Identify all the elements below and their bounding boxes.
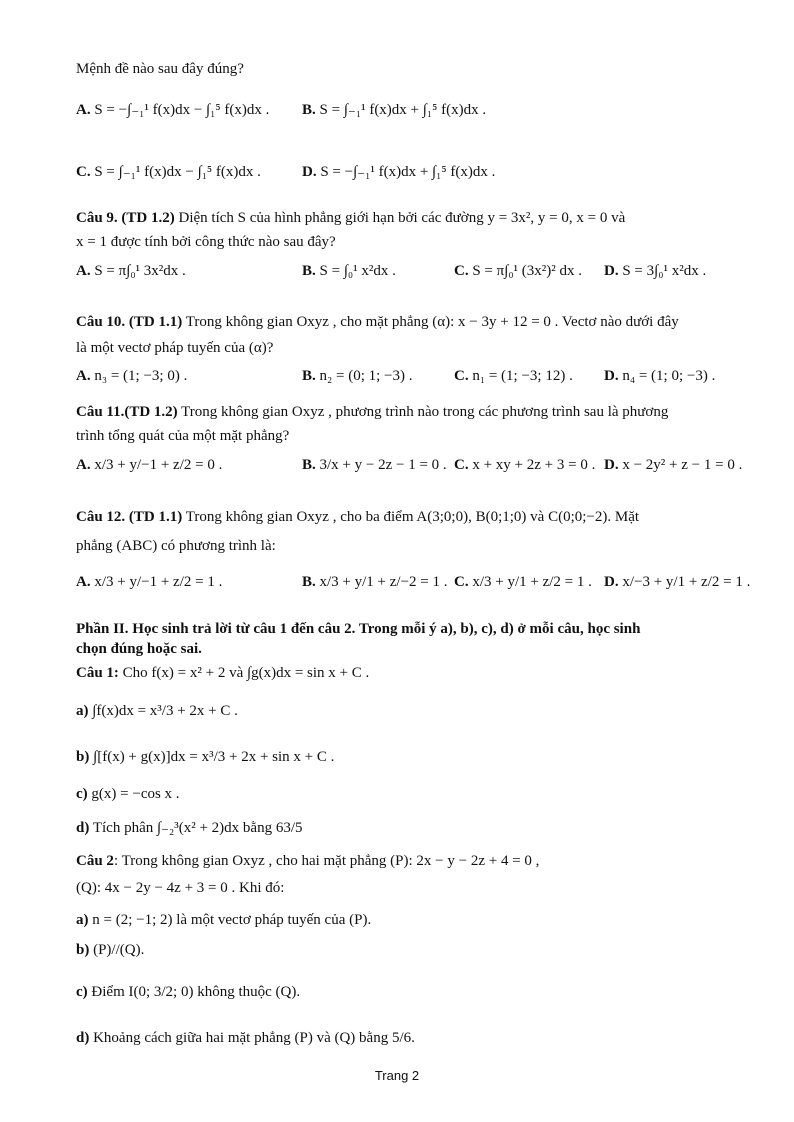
- s2-item-b: b) (P)//(Q).: [76, 942, 145, 958]
- q10-text-line2: là một vectơ pháp tuyến của (α)?: [76, 340, 274, 356]
- s1-item-a: a) ∫f(x)dx = x³/3 + 2x + C .: [76, 703, 238, 719]
- q11-option-d: D. x − 2y² + z − 1 = 0 .: [604, 457, 743, 473]
- q12-option-a: A. x/3 + y/−1 + z/2 = 1 .: [76, 574, 223, 590]
- q10-option-a: A. n₃ = (1; −3; 0) .: [76, 368, 188, 384]
- q12-option-d: D. x/−3 + y/1 + z/2 = 1 .: [604, 574, 751, 590]
- q10-option-d: D. n₄ = (1; 0; −3) .: [604, 368, 716, 384]
- q11-text-line2: trình tổng quát của một mặt phẳng?: [76, 428, 290, 444]
- q9-option-a: A. S = π∫₀¹ 3x²dx .: [76, 263, 186, 279]
- q8-option-b: B. S = ∫₋₁¹ f(x)dx + ∫₁⁵ f(x)dx .: [302, 102, 487, 118]
- q10-option-c: C. n₁ = (1; −3; 12) .: [454, 368, 573, 384]
- s1-intro: Câu 1: Cho f(x) = x² + 2 và ∫g(x)dx = sin x + C .: [76, 665, 370, 681]
- s2-item-d: d) Khoảng cách giữa hai mặt phẳng (P) và (Q) bằng 5/6.: [76, 1030, 415, 1046]
- q11-option-a: A. x/3 + y/−1 + z/2 = 0 .: [76, 457, 223, 473]
- q8-option-c: C. S = ∫₋₁¹ f(x)dx − ∫₁⁵ f(x)dx .: [76, 164, 261, 180]
- q8-option-a: A. S = −∫₋₁¹ f(x)dx − ∫₁⁵ f(x)dx .: [76, 102, 270, 118]
- q12-text-line2: phẳng (ABC) có phương trình là:: [76, 538, 276, 554]
- q9-option-c: C. S = π∫₀¹ (3x²)² dx .: [454, 263, 583, 279]
- q12-option-c: C. x/3 + y/1 + z/2 = 1 .: [454, 574, 592, 590]
- q8-prompt: Mệnh đề nào sau đây đúng?: [76, 61, 244, 77]
- s2-intro-line1: Câu 2: Trong không gian Oxyz , cho hai mặt phẳng (P): 2x − y − 2z + 4 = 0 ,: [76, 853, 540, 869]
- part2-title-line1: Phần II. Học sinh trả lời từ câu 1 đến câu 2. Trong mỗi ý a), b), c), d) ở mỗi câu, học sinh: [76, 621, 641, 637]
- q9-text-line2: x = 1 được tính bởi công thức nào sau đây?: [76, 234, 336, 250]
- s2-intro-line2: (Q): 4x − 2y − 4z + 3 = 0 . Khi đó:: [76, 880, 285, 896]
- q9-option-b: B. S = ∫₀¹ x²dx .: [302, 263, 396, 279]
- s1-item-b: b) ∫[f(x) + g(x)]dx = x³/3 + 2x + sin x + C .: [76, 749, 335, 765]
- q8-option-d: D. S = −∫₋₁¹ f(x)dx + ∫₁⁵ f(x)dx .: [302, 164, 496, 180]
- s2-item-a: a) n = (2; −1; 2) là một vectơ pháp tuyến của (P).: [76, 912, 372, 928]
- s2-item-c: c) Điểm I(0; 3/2; 0) không thuộc (Q).: [76, 984, 301, 1000]
- q10-text-line1: Câu 10. (TD 1.1) Trong không gian Oxyz , cho mặt phẳng (α): x − 3y + 12 = 0 . Vectơ nào dưới đây: [76, 314, 679, 330]
- q11-option-c: C. x + xy + 2z + 3 = 0 .: [454, 457, 596, 473]
- q11-text-line1: Câu 11.(TD 1.2) Trong không gian Oxyz , phương trình nào trong các phương trình sau là phương: [76, 404, 669, 420]
- q9-text-line1: Câu 9. (TD 1.2) Diện tích S của hình phẳng giới hạn bởi các đường y = 3x², y = 0, x = 0 và: [76, 210, 626, 226]
- s1-item-d: d) Tích phân ∫₋₂³(x² + 2)dx bằng 63/5: [76, 820, 303, 836]
- q12-option-b: B. x/3 + y/1 + z/−2 = 1 .: [302, 574, 448, 590]
- q9-option-d: D. S = 3∫₀¹ x²dx .: [604, 263, 707, 279]
- part2-title-line2: chọn đúng hoặc sai.: [76, 641, 202, 657]
- s1-item-c: c) g(x) = −cos x .: [76, 786, 180, 802]
- page-number: Trang 2: [374, 1068, 420, 1083]
- q11-option-b: B. 3/x + y − 2z − 1 = 0 .: [302, 457, 447, 473]
- q12-text-line1: Câu 12. (TD 1.1) Trong không gian Oxyz , cho ba điểm A(3;0;0), B(0;1;0) và C(0;0;−2). Mặt: [76, 509, 640, 525]
- q10-option-b: B. n₂ = (0; 1; −3) .: [302, 368, 413, 384]
